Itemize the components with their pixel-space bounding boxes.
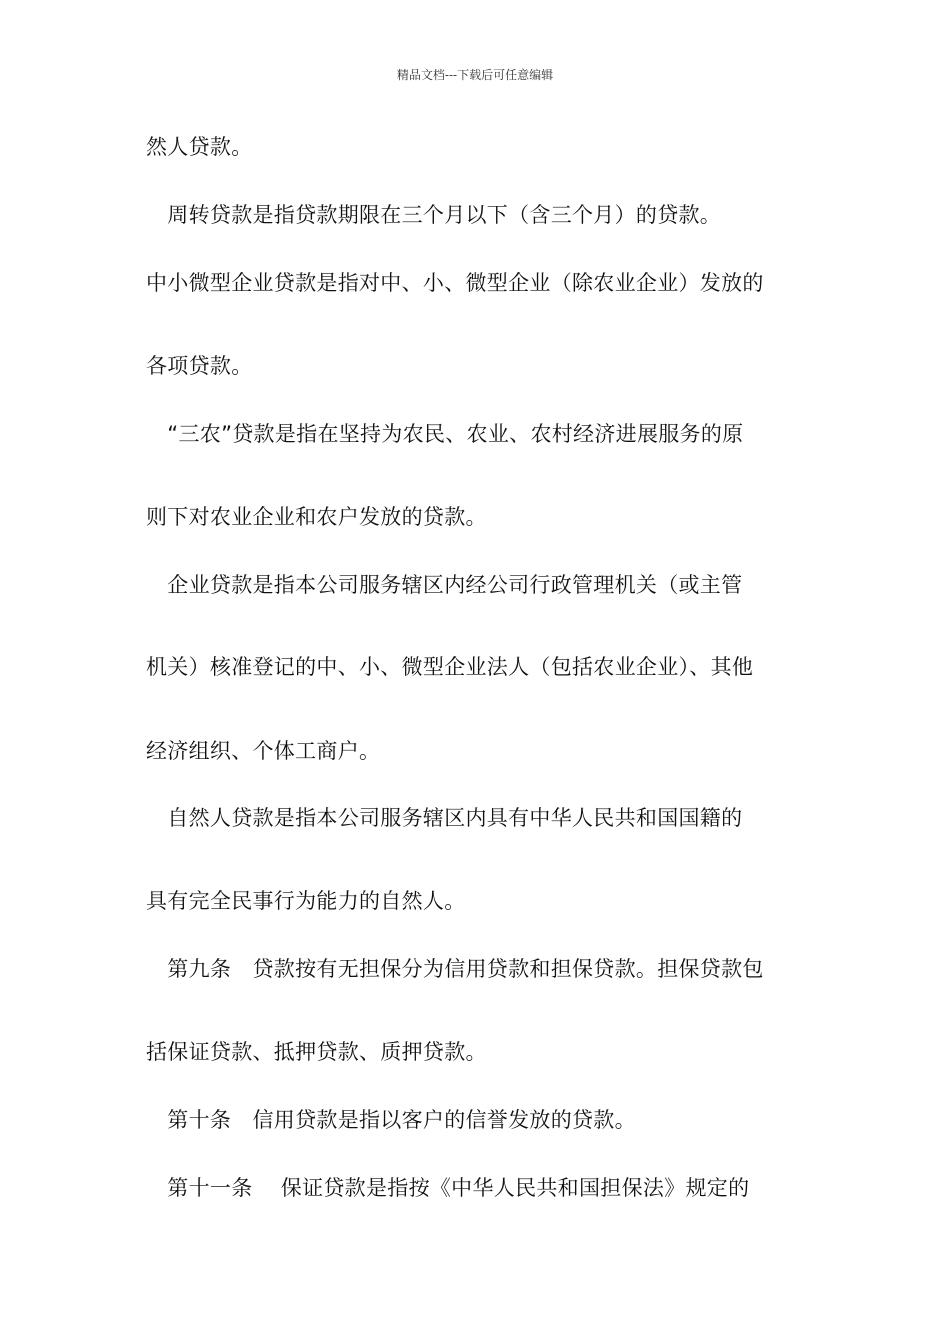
text-line: 括保证贷款、抵押贷款、质押贷款。 <box>146 1040 487 1064</box>
text-line: 企业贷款是指本公司服务辖区内经公司行政管理机关（或主管 <box>146 573 743 597</box>
text-line: 则下对农业企业和农户发放的贷款。 <box>146 505 487 529</box>
text-line: 经济组织、个体工商户。 <box>146 739 381 763</box>
page-header: 精品文档---下载后可任意编辑 <box>396 68 554 82</box>
text-line: 第九条 贷款按有无担保分为信用贷款和担保贷款。担保贷款包 <box>146 957 764 981</box>
text-line: 各项贷款。 <box>146 354 253 378</box>
text-line: “三农”贷款是指在坚持为农民、农业、农村经济进展服务的原 <box>146 422 744 446</box>
text-line: 自然人贷款是指本公司服务辖区内具有中华人民共和国国籍的 <box>146 806 743 830</box>
text-line: 中小微型企业贷款是指对中、小、微型企业（除农业企业）发放的 <box>146 271 764 295</box>
text-line: 具有完全民事行为能力的自然人。 <box>146 889 466 913</box>
text-line: 周转贷款是指贷款期限在三个月以下（含三个月）的贷款。 <box>146 203 722 227</box>
text-line: 第十一条 保证贷款是指按《中华人民共和国担保法》规定的 <box>146 1176 750 1200</box>
text-line: 然人贷款。 <box>146 135 253 159</box>
text-line: 第十条 信用贷款是指以客户的信誉发放的贷款。 <box>146 1108 636 1132</box>
text-line: 机关）核准登记的中、小、微型企业法人（包括农业企业）、其他 <box>146 655 754 679</box>
